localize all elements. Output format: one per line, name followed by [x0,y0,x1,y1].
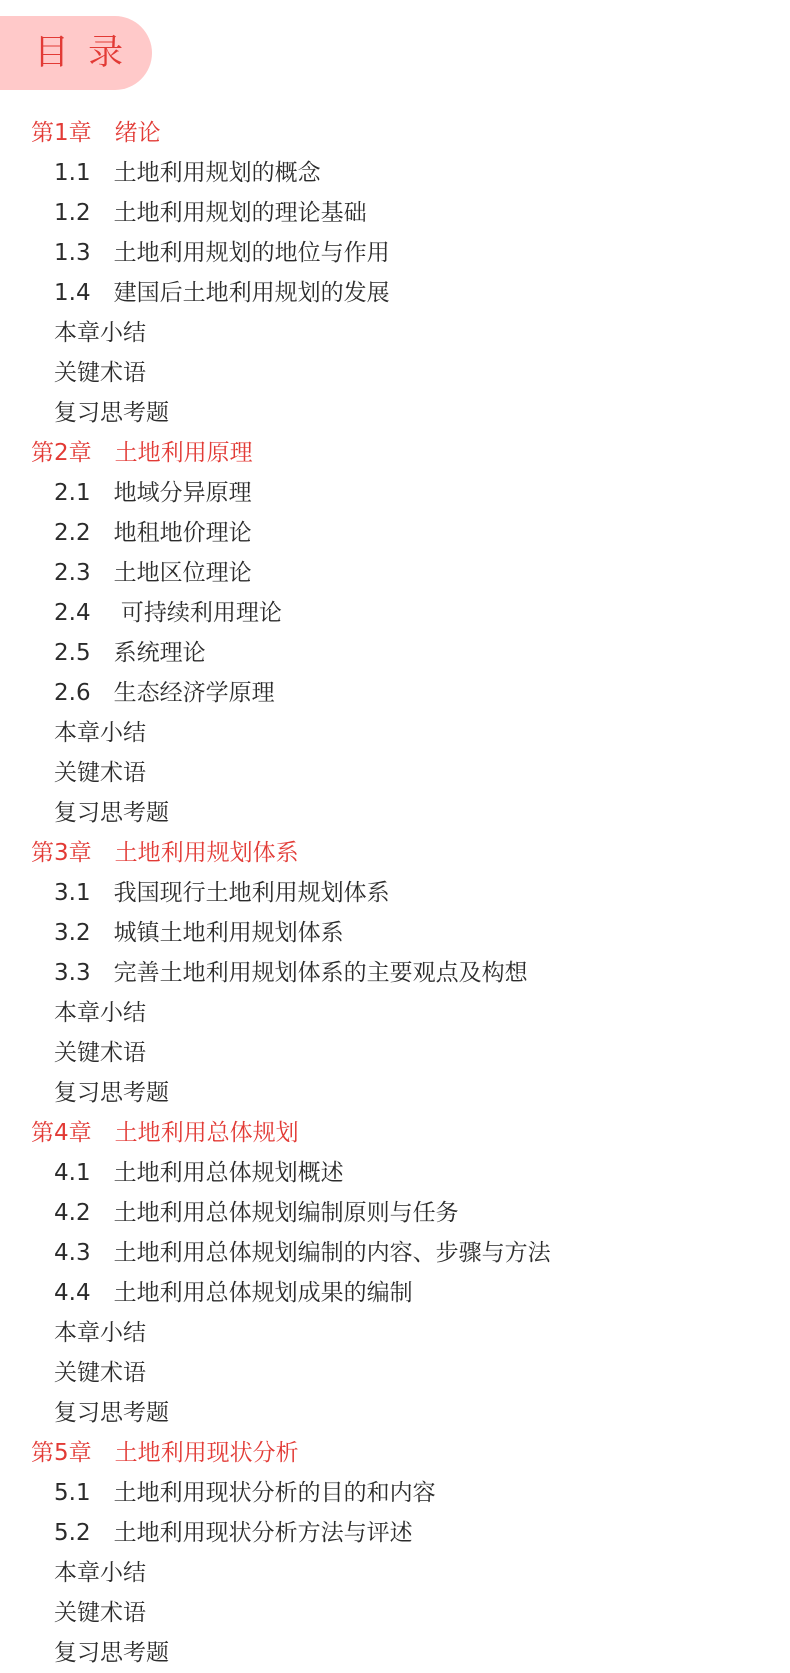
chapter-block [0,433,790,833]
section-item[interactable]: 2.5 系统理论 [54,639,206,666]
chapter-block [0,113,790,433]
chapter-extra-item[interactable]: 关键术语 [54,1359,146,1386]
chapter-extra-item[interactable]: 本章小结 [54,1559,146,1586]
chapter-heading[interactable]: 第2章 土地利用原理 [31,439,253,466]
chapter-extra-item[interactable]: 本章小结 [54,319,146,346]
section-item[interactable]: 2.2 地租地价理论 [54,519,252,546]
section-item[interactable]: 1.3 土地利用规划的地位与作用 [54,239,390,266]
chapter-heading[interactable]: 第1章 绪论 [31,119,161,146]
section-item[interactable]: 2.6 生态经济学原理 [54,679,275,706]
section-item[interactable]: 1.4 建国后土地利用规划的发展 [54,279,390,306]
section-item[interactable]: 4.2 土地利用总体规划编制原则与任务 [54,1199,459,1226]
section-item[interactable]: 1.2 土地利用规划的理论基础 [54,199,367,226]
section-item[interactable]: 3.1 我国现行土地利用规划体系 [54,879,390,906]
section-item[interactable]: 4.1 土地利用总体规划概述 [54,1159,344,1186]
section-item[interactable]: 2.1 地域分异原理 [54,479,252,506]
chapter-block [0,833,790,1113]
chapter-heading[interactable]: 第5章 土地利用现状分析 [31,1439,299,1466]
chapter-extra-item[interactable]: 本章小结 [54,1319,146,1346]
chapter-extra-item[interactable]: 复习思考题 [54,799,169,826]
section-item[interactable]: 2.4 可持续利用理论 [54,599,282,626]
section-item[interactable]: 4.4 土地利用总体规划成果的编制 [54,1279,413,1306]
chapter-extra-item[interactable]: 关键术语 [54,1599,146,1626]
table-of-contents [0,113,790,1673]
section-item[interactable]: 3.2 城镇土地利用规划体系 [54,919,344,946]
chapter-extra-item[interactable]: 复习思考题 [54,1399,169,1426]
section-item[interactable]: 4.3 土地利用总体规划编制的内容、步骤与方法 [54,1239,551,1266]
section-item[interactable]: 3.3 完善土地利用规划体系的主要观点及构想 [54,959,528,986]
chapter-extra-item[interactable]: 本章小结 [54,719,146,746]
chapter-extra-item[interactable]: 复习思考题 [54,1639,169,1666]
chapter-extra-item[interactable]: 复习思考题 [54,1079,169,1106]
section-item[interactable]: 1.1 土地利用规划的概念 [54,159,321,186]
chapter-extra-item[interactable]: 关键术语 [54,759,146,786]
chapter-block [0,1113,790,1433]
toc-title: 目 录 [34,33,128,73]
chapter-extra-item[interactable]: 复习思考题 [54,399,169,426]
chapter-heading[interactable]: 第3章 土地利用规划体系 [31,839,299,866]
chapter-extra-item[interactable]: 关键术语 [54,1039,146,1066]
section-item[interactable]: 5.1 土地利用现状分析的目的和内容 [54,1479,436,1506]
chapter-block [0,1433,790,1673]
chapter-extra-item[interactable]: 关键术语 [54,359,146,386]
section-item[interactable]: 5.2 土地利用现状分析方法与评述 [54,1519,413,1546]
chapter-heading[interactable]: 第4章 土地利用总体规划 [31,1119,299,1146]
chapter-extra-item[interactable]: 本章小结 [54,999,146,1026]
section-item[interactable]: 2.3 土地区位理论 [54,559,252,586]
